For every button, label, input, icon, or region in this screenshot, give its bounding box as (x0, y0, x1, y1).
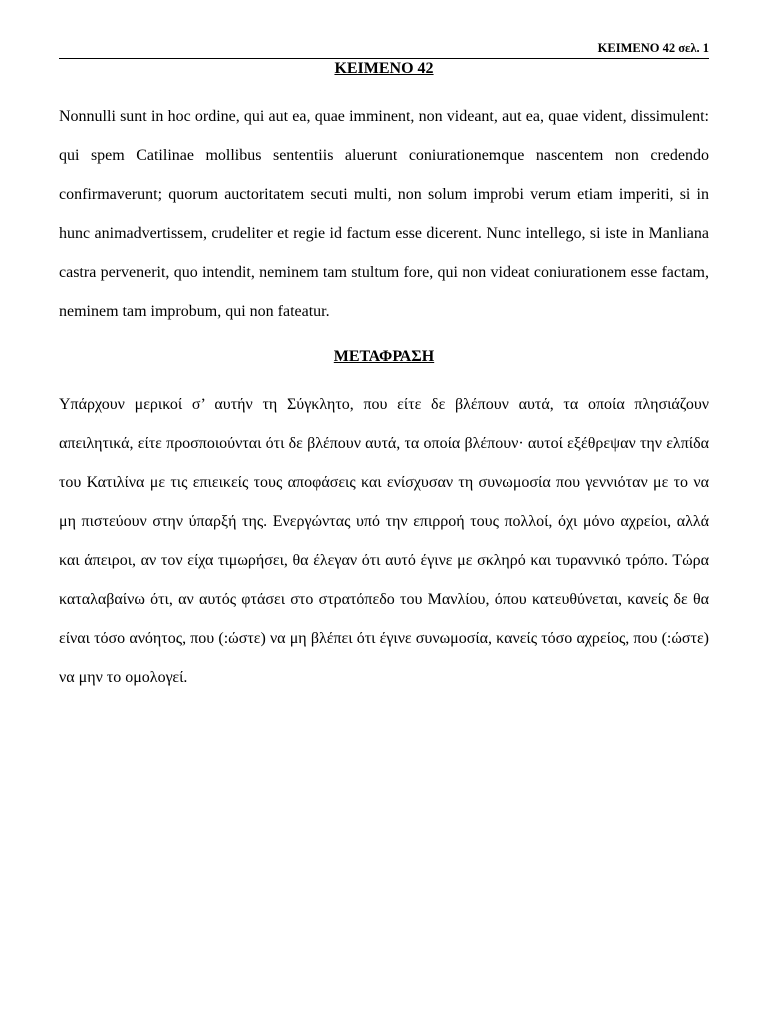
text-title: ΚΕΙΜΕΝΟ 42 (334, 60, 434, 77)
translation-title: ΜΕΤΑΦΡΑΣΗ (333, 348, 435, 365)
latin-text-paragraph: Nonnulli sunt in hoc ordine, qui aut ea, quae imminent, non videant, aut ea, quae vident, dissimulent: qui spem Catilinae mollibus sententiis aluerunt coniurationemque nascentem non credendo confirmaverunt; quorum auctoritatem secuti multi, non solum improbi verum etiam imperiti, si in hunc animadvertissem, crudeliter et regie id factum esse dicerent. Nunc intellego, si iste in Manliana castra pervenerit, quo intendit, neminem tam stultum fore, qui non videat coniurationem esse factam, neminem tam improbum, qui non fateatur. (59, 108, 709, 320)
document-body (59, 58, 709, 697)
translation-paragraph: Υπάρχουν μερικοί σ’ αυτήν τη Σύγκλητο, που είτε δε βλέπουν αυτά, τα οποία πλησιάζουν απειλητικά, είτε προσποιούνται ότι δε βλέπουν αυτά, τα οποία βλέπουν· αυτοί εξέθρεψαν την ελπίδα του Κατιλίνα με τις επιεικείς τους αποφάσεις και ενίσχυσαν τη συνωμοσία που γεννιόταν με το να μη πιστεύουν στην ύπαρξή της. Ενεργώντας υπό την επιρροή τους πολλοί, όχι μόνο αχρείοι, αλλά και άπειροι, αν τον είχα τιμωρήσει, θα έλεγαν ότι αυτό έγινε με σκληρό και τυραννικό τρόπο. Τώρα καταλαβαίνω ότι, αν αυτός φτάσει στο στρατόπεδο του Μανλίου, όπου κατευθύνεται, κανείς δε θα είναι τόσο ανόητος, που (:ώστε) να μη βλέπει ότι έγινε συνωμοσία, κανείς τόσο αχρείος, που (:ώστε) να μην το ομολογεί. (59, 396, 709, 686)
page-header: ΚΕΙΜΕΝΟ 42 σελ. 1 (597, 41, 709, 55)
